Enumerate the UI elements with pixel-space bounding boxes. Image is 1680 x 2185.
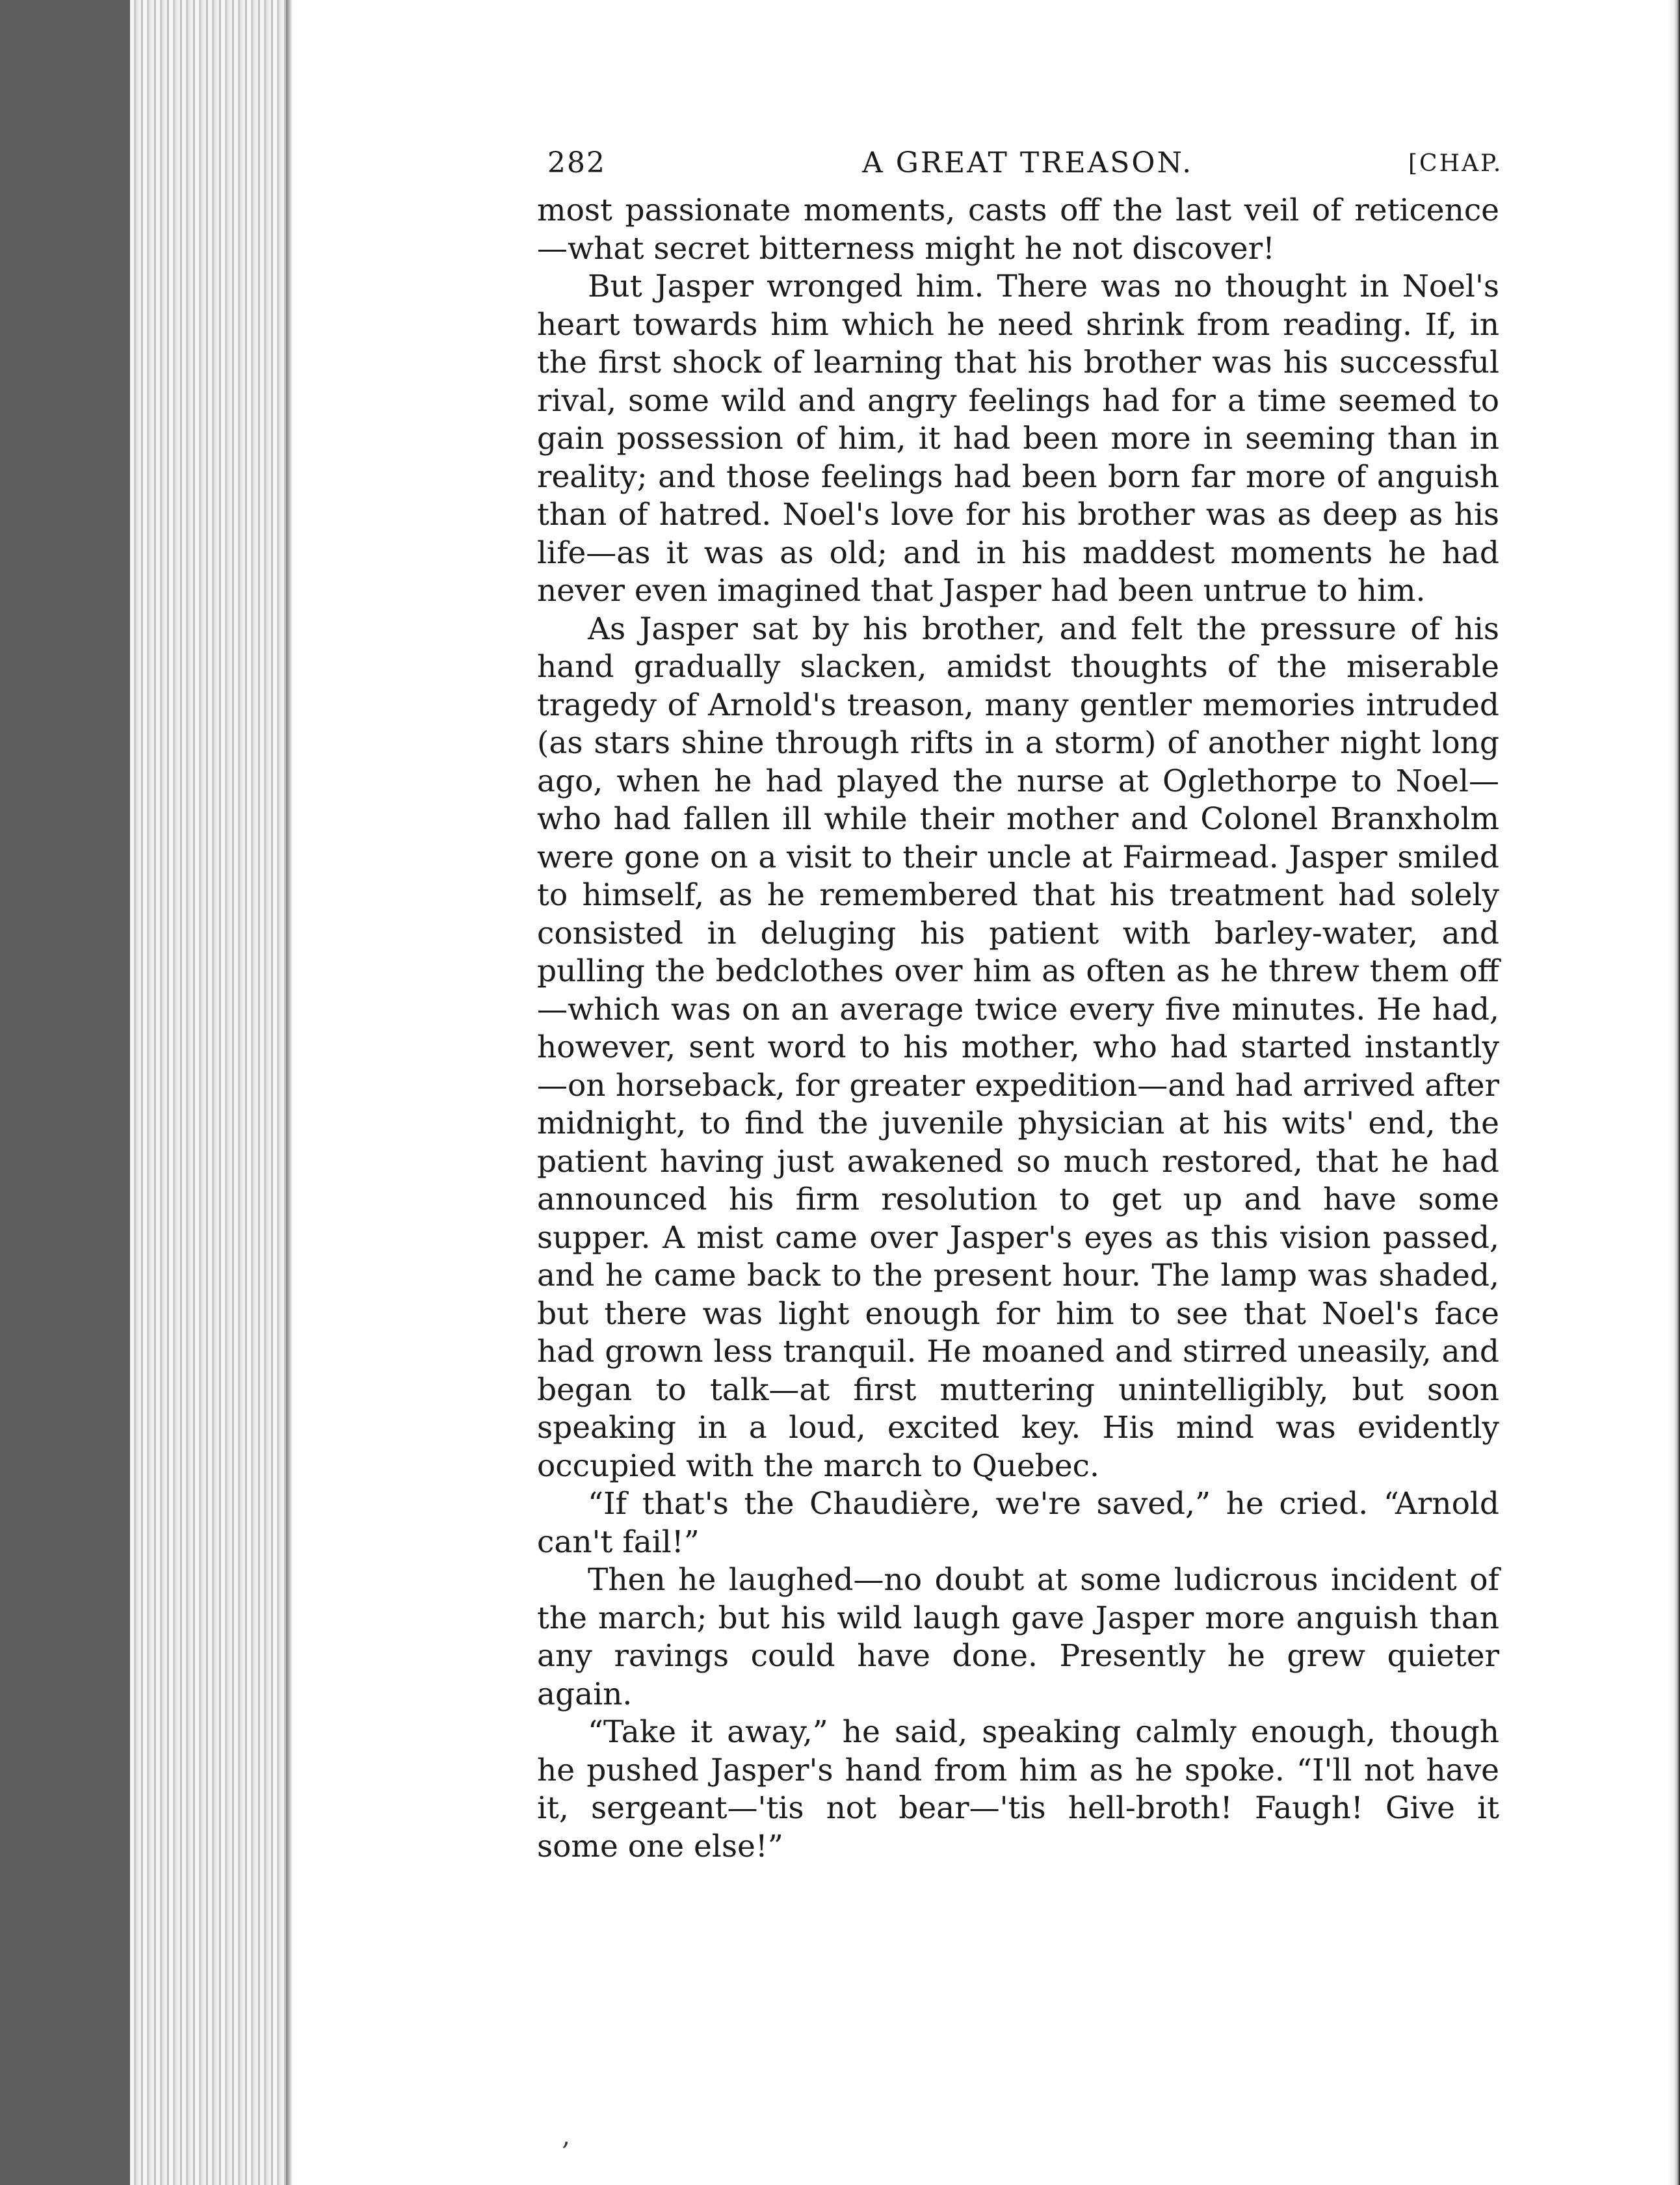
right-page-edge (1667, 0, 1680, 2185)
paragraph: As Jasper sat by his brother, and felt the pressure of his hand gradually slacken, amidst thoughts of the miserable tragedy of Arnold's treason, many gentler memories intruded (as stars shine through rifts in a storm) of another night long ago, when he had played the nurse at Oglethorpe to Noel—who had fallen ill while their mother and Colonel Branxholm were gone on a visit to their uncle at Fairmead. Jasper smiled to himself, as he remembered that his treatment had solely consisted in deluging his patient with barley-water, and pulling the bedclothes over him as often as he threw them off—which was on an average twice every five minutes. He had, however, sent word to his mother, who had started instantly—on horseback, for greater expedition—and had arrived after midnight, to find the juvenile physician at his wits' end, the patient having just awakened so much restored, that he had announced his firm resolution to get up and have some supper. A mist came over Jasper's eyes as this vision passed, and he came back to the present hour. The lamp was shaded, but there was light enough for him to see that Noel's face had grown less tranquil. He moaned and stirred uneasily, and began to talk—at first muttering unintelligibly, but soon speaking in a loud, excited key. His mind was evidently occupied with the march to Quebec. (537, 611, 1499, 1484)
paragraph: “If that's the Chaudière, we're saved,” he cried. “Arnold can't fail!” (537, 1486, 1499, 1560)
stray-ink-mark: ‚ (562, 2121, 570, 2151)
book-spine (0, 0, 130, 2185)
running-title: A GREAT TREASON. (862, 146, 1194, 179)
paragraph: But Jasper wronged him. There was no thought in Noel's heart towards him which he need shrink from reading. If, in the first shock of learning that his brother was his successful rival, some wild and angry feelings had for a time seemed to gain possession of him, it had been more in seeming than in reality; and those feelings had been born far more of anguish than of hatred. Noel's love for his brother was as deep as his life—as it was as old; and in his maddest moments he had never even imagined that Jasper had been untrue to him. (537, 269, 1499, 609)
page-edges (130, 0, 286, 2185)
book-page (537, 146, 1503, 1866)
page-number: 282 (547, 146, 606, 179)
body-text (537, 192, 1499, 1866)
chapter-tag: [CHAP. (1408, 150, 1503, 177)
paragraph: most passionate moments, casts off the last veil of reticence—what secret bitterness might he not discover! (537, 192, 1499, 267)
paragraph: Then he laughed—no doubt at some ludicrous incident of the march; but his wild laugh gave Jasper more anguish than any ravings could have done. Presently he grew quieter again. (537, 1562, 1499, 1712)
page-header (537, 146, 1503, 192)
paragraph: “Take it away,” he said, speaking calmly enough, though he pushed Jasper's hand from him as he spoke. “I'll not have it, sergeant—'tis not bear—'tis hell-broth! Faugh! Give it some one else!” (537, 1714, 1499, 1864)
gutter-shadow (286, 0, 293, 2185)
